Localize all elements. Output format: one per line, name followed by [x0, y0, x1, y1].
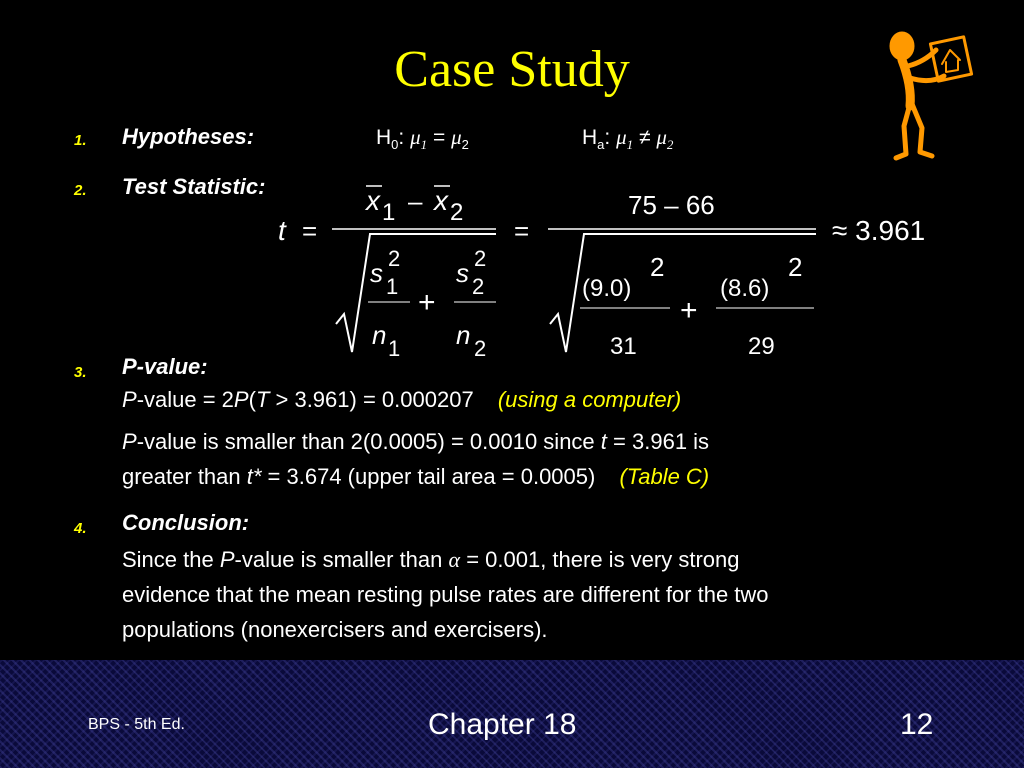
t-symbol: T [255, 387, 270, 412]
p-symbol: P [233, 387, 249, 412]
formula-t: t [278, 215, 286, 246]
h0-mu2-subscript: 2 [461, 137, 469, 153]
h0-mu-symbol: μ [410, 125, 421, 149]
h0-letter: H [376, 126, 392, 149]
text-segment: greater than [122, 464, 247, 489]
text-segment: = 3.961 is [606, 429, 710, 454]
null-hypothesis [376, 120, 469, 162]
ha-mu1-subscript: 1 [626, 137, 634, 153]
item-number: 3. [74, 364, 87, 381]
pvalue-line-1 [122, 382, 681, 417]
text-segment: = 0.001, there is very strong [460, 547, 740, 572]
text-segment: > 3.961) = 0.000207 [269, 387, 474, 412]
formula-plus-2: + [680, 294, 698, 327]
item-number: 2. [74, 182, 87, 199]
item-heading-hypotheses: Hypotheses: [122, 124, 255, 149]
alternative-hypothesis [582, 120, 673, 162]
n1-value: 31 [610, 333, 637, 360]
t-symbol: t [600, 429, 607, 454]
s1: s [370, 258, 383, 288]
h0-subscript: 0 [391, 137, 399, 153]
ha-letter: H [582, 126, 598, 149]
computer-note: (using a computer) [497, 387, 682, 412]
ha-mu2-subscript: 2 [666, 137, 674, 153]
ha-mu-symbol: μ [616, 125, 627, 149]
s1-subscript: 1 [386, 274, 399, 299]
formula-equals-1: = [302, 216, 318, 246]
item-number: 1. [74, 132, 87, 149]
text-segment: = 3.674 (upper tail area = 0.0005) [261, 464, 596, 489]
ha-colon: : [604, 126, 611, 149]
conclusion-line-2: evidence that the mean resting pulse rates are different for the two [122, 582, 769, 607]
sd2-exponent: 2 [788, 252, 803, 282]
sd1-exponent: 2 [650, 252, 665, 282]
pvalue-line-3 [122, 459, 709, 494]
footer-chapter: Chapter 18 [428, 708, 577, 741]
table-note: (Table C) [619, 464, 710, 489]
sd2-value: (8.6) [720, 275, 770, 302]
h0-colon: : [398, 126, 405, 149]
text-segment: ( [248, 387, 256, 412]
p-symbol: P [122, 429, 137, 454]
item-heading-conclusion: Conclusion: [122, 510, 250, 535]
numeric-numerator: 75 – 66 [628, 190, 715, 220]
item-number: 4. [74, 520, 87, 537]
xbar-1-subscript: 1 [382, 199, 396, 226]
xbar-2-subscript: 2 [450, 199, 464, 226]
n2-subscript: 2 [474, 336, 487, 361]
alpha-symbol: α [448, 547, 461, 572]
item-heading-p-value: P-value: [122, 354, 208, 379]
xbar-2: x [434, 185, 448, 216]
formula-equals-2: = [514, 216, 530, 246]
slide-title: Case Study [394, 41, 630, 98]
text-segment: -value is smaller than 2(0.0005) = 0.0010 since [136, 429, 601, 454]
page-number: 12 [900, 708, 934, 741]
h0-mu-symbol-2: μ [451, 125, 462, 149]
ha-not-equals: ≠ [633, 126, 657, 149]
s2-subscript: 2 [472, 274, 485, 299]
text-segment: -value = 2 [136, 387, 234, 412]
formula-result: ≈ 3.961 [832, 215, 926, 246]
h0-equals: = [427, 126, 452, 149]
s2-exponent: 2 [474, 246, 487, 271]
n2-value: 29 [748, 333, 775, 360]
h0-mu1-subscript: 1 [420, 137, 428, 153]
formula-minus: – [408, 186, 423, 216]
t-star-symbol: t* [246, 464, 262, 489]
item-heading-test-statistic: Test Statistic: [122, 174, 266, 199]
footer-source: BPS - 5th Ed. [88, 716, 185, 733]
n1-subscript: 1 [388, 336, 401, 361]
pvalue-line-2 [122, 424, 709, 459]
test-statistic-formula [270, 176, 960, 366]
n1: n [372, 320, 387, 350]
sd1-value: (9.0) [582, 275, 632, 302]
formula-plus-1: + [418, 286, 436, 319]
n2: n [456, 320, 471, 350]
ha-subscript: a [597, 137, 605, 153]
text-segment: -value is smaller than [234, 547, 449, 572]
conclusion-line-1 [122, 542, 740, 577]
p-symbol: P [122, 387, 137, 412]
conclusion-line-3: populations (nonexercisers and exercisers). [122, 617, 548, 642]
s2: s [456, 258, 469, 288]
p-symbol: P [219, 547, 235, 572]
s1-exponent: 2 [388, 246, 401, 271]
ha-mu-symbol-2: μ [656, 125, 667, 149]
xbar-1: x [366, 185, 380, 216]
text-segment: Since the [122, 547, 220, 572]
person-holding-sign-icon [880, 26, 984, 162]
